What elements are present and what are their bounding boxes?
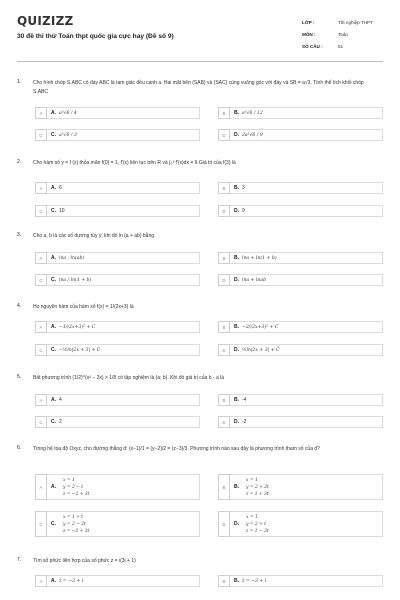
option-box: B [218,394,230,406]
option-box: B [218,575,230,587]
meta-class [302,16,392,28]
parametric-system [59,514,89,535]
equation-line: y = 2 − t [63,484,83,490]
option-c[interactable] [35,129,200,141]
meta-question-count [302,40,392,52]
option-letter: A. [51,110,56,116]
option-box: B [218,182,230,194]
question-text: Cho hàm số y = f (x) thỏa mãn f(0) = 1, f'(x) liên tục trên R và ∫₀³ f'(x)dx = 9.Giá trị của f(3) là [33,160,236,166]
option-box: C [35,129,47,141]
equation-line: x = 1 + t [63,514,83,520]
option-content: lna / ln(1 + b) [59,277,92,283]
option-b[interactable] [218,321,383,333]
meta-label: SỐ CÂU : [302,43,323,49]
question-text: Tìm số phức liên hợp của số phức z = i(3i + 1) [33,558,136,564]
option-letter: B. [234,397,239,403]
option-box: D [218,205,230,217]
option-a[interactable] [35,394,200,406]
option-letter: B. [234,255,239,261]
parametric-system [242,477,269,498]
option-letter: D. [234,132,239,138]
option-letter: A. [51,255,56,261]
equation-line: z = 1 − 3t [246,528,269,534]
option-d[interactable] [218,416,383,428]
option-letter: A. [51,324,56,330]
option-c[interactable] [35,205,200,217]
question-number: 7. [17,557,22,563]
option-letter: C. [51,347,56,353]
equation-line: z = −2 + 3t [63,528,90,534]
option-box: A [35,252,47,264]
option-box: A [35,394,47,406]
option-content: z̄ = −3 + i [59,578,84,584]
option-content: 2a³√6 / 9 [242,132,263,138]
question-text: Cho hình chóp S.ABC có đáy ABC là tam giác đều cạnh a. Hai mặt bên (SAB) và (SAC) cùng vuông góc với đáy và SB = a√3. Tính thể tích khối chóp S.ABC [33,80,364,95]
option-c[interactable] [35,511,200,537]
option-letter: C. [51,419,56,425]
option-d[interactable] [218,129,383,141]
meta-value: Tốt nghiệp THPT [338,19,373,25]
option-content: 2 [59,419,62,425]
option-content: a³√6 / 12 [242,110,263,116]
option-content: a³√6 / 3 [59,132,77,138]
option-box: B [218,321,230,333]
equation-line: y = 2 − 2t [63,521,86,527]
option-letter: D. [234,521,239,527]
equation-line: y = 2 + 2t [246,484,269,490]
option-letter: C. [51,277,56,283]
option-a[interactable] [35,107,200,119]
option-content: −1/(2x+3)² + C [59,324,96,330]
option-box: C [35,274,47,286]
option-letter: A. [51,484,56,490]
option-b[interactable] [218,394,383,406]
option-letter: A. [51,185,56,191]
option-b[interactable] [218,252,383,264]
question-number: 2. [17,159,22,165]
option-box: B [218,252,230,264]
option-a[interactable] [35,252,200,264]
option-box: D [218,129,230,141]
question-number: 1. [17,79,22,85]
option-box: D [218,344,230,356]
option-d[interactable] [218,511,383,537]
option-content: -4 [242,397,247,403]
option-content: 6 [59,185,62,191]
meta-label: MÔN : [302,31,316,37]
meta-value: 51 [338,43,344,49]
option-content: 4 [59,397,62,403]
option-box: D [218,274,230,286]
option-box: B [218,474,230,500]
option-letter: D. [234,277,239,283]
option-b[interactable] [218,575,383,587]
option-letter: B. [234,324,239,330]
option-box: C [35,416,47,428]
option-letter: B. [234,484,239,490]
option-b[interactable] [218,107,383,119]
option-content: 3 [242,185,245,191]
option-letter: C. [51,521,56,527]
equation-line: z = 1 + 3t [246,491,269,497]
option-letter: D. [234,419,239,425]
option-letter: C. [51,208,56,214]
option-box: A [35,321,47,333]
quizizz-logo: QUIZIZZ [17,14,74,28]
option-content: lna + lnab [242,277,267,283]
option-letter: B. [234,185,239,191]
option-box: B [218,107,230,119]
equation-line: y = 2 + t [246,521,266,527]
meta-label: LỚP : [302,19,315,25]
option-box: C [35,344,47,356]
option-letter: B. [234,578,239,584]
option-c[interactable] [35,416,200,428]
equation-line: x = 1 [246,477,258,483]
question-text: Cho a, b là các số dương tùy ý, khi đó ln (a + ab) bằng [33,233,155,239]
header-divider [17,61,383,62]
option-letter: C. [51,132,56,138]
option-content: a³√6 / 4 [59,110,77,116]
question-number: 6. [17,445,22,451]
option-c[interactable] [35,274,200,286]
option-content: z̄ = −3 + i [242,578,267,584]
equation-line: x = 1 [63,477,75,483]
parametric-system [242,514,269,535]
option-content: lna + ln(1 + b) [242,255,277,261]
option-box: A [35,575,47,587]
option-content: ½ln|2x + 3| + C [242,347,280,353]
option-box: C [35,205,47,217]
option-content: -2 [242,419,247,425]
question-text: Trong hệ tọa độ Oxyz, cho đường thẳng d: (x−1)/1 = (y−2)/2 = (z−3)/3. Phương trình nào sau đây là phương trình tham số của d? [33,446,320,452]
option-box: A [35,107,47,119]
question-number: 5. [17,374,22,380]
worksheet-meta [302,16,392,52]
equation-line: x = 1 [246,514,258,520]
option-a[interactable] [35,321,200,333]
page-title: 30 đề thi thử Toán thpt quốc gia cực hay (Đề số 9) [17,33,174,40]
option-letter: D. [234,208,239,214]
meta-value: Toán [338,31,348,37]
option-c[interactable] [35,344,200,356]
option-letter: A. [51,578,56,584]
question-text: Bất phương trình (1/2)^(x² − 2x) > 1/8 có tập nghiệm là (a; b). Khi đó giá trị của b - a là [33,375,225,381]
option-content: lna . ln(ab) [59,255,85,261]
option-content: −½ln|2x + 3| + C [59,347,101,353]
option-b[interactable] [218,182,383,194]
option-content: 10 [59,208,65,214]
option-letter: A. [51,397,56,403]
option-d[interactable] [218,344,383,356]
option-box: D [218,416,230,428]
meta-subject [302,28,392,40]
option-a[interactable] [35,474,200,500]
option-content: −2/(2x+3)² + C [242,324,279,330]
option-d[interactable] [218,274,383,286]
option-a[interactable] [35,575,200,587]
option-content: 9 [242,208,245,214]
parametric-system [59,477,89,498]
option-letter: B. [234,110,239,116]
option-d[interactable] [218,205,383,217]
option-box: C [35,511,47,537]
option-box: D [218,511,230,537]
equation-line: z = −2 + 3t [63,491,90,497]
question-text: Họ nguyên hàm của hàm số f(x) = 1/(2x+3) là [33,304,134,310]
option-box: A [35,182,47,194]
option-a[interactable] [35,182,200,194]
option-box: A [35,474,47,500]
question-number: 4. [17,303,22,309]
option-letter: D. [234,347,239,353]
option-b[interactable] [218,474,383,500]
question-number: 3. [17,232,22,238]
